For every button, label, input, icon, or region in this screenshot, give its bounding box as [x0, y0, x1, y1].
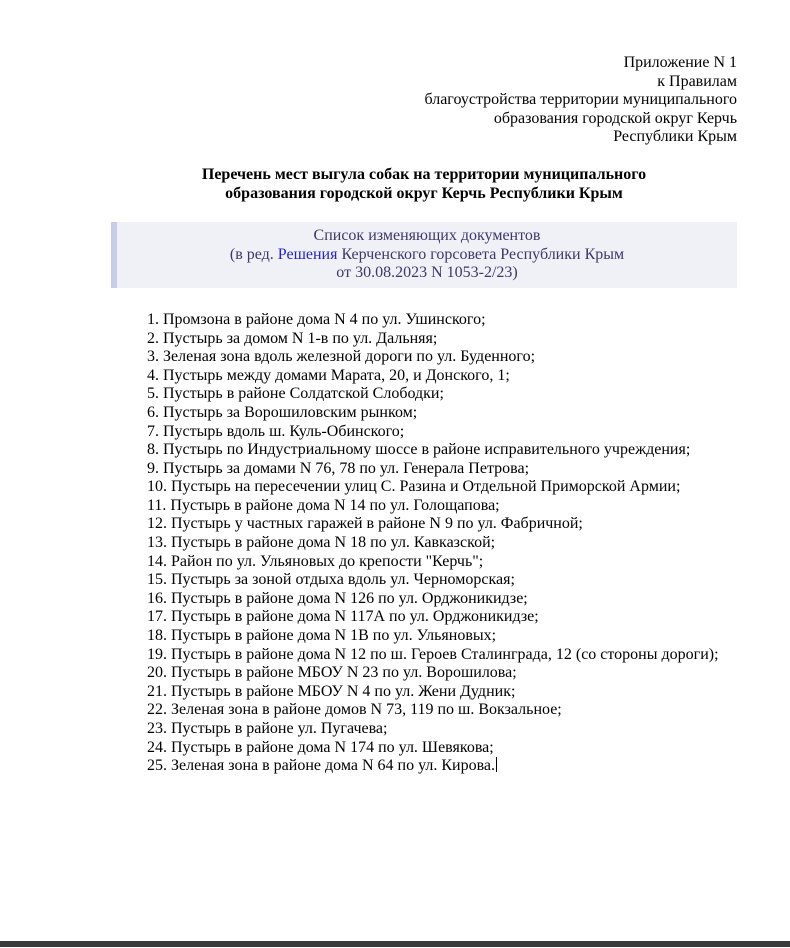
list-item — [147, 757, 737, 776]
list-item: 10. Пустырь на пересечении улиц С. Разина и Отдельной Приморской Армии; — [147, 478, 681, 496]
list-item: 6. Пустырь за Ворошиловским рынком; — [147, 403, 418, 421]
list-item: 12. Пустырь у частных гаражей в районе N 9 по ул. Фабричной; — [147, 515, 583, 533]
document-title-line: образования городской округ Керчь Республики Крым — [225, 184, 623, 202]
header-line: Приложение N 1 — [623, 54, 737, 71]
list-item: 18. Пустырь в районе дома N 1В по ул. Ульяновых; — [147, 627, 497, 645]
list-item: 16. Пустырь в районе дома N 126 по ул. Орджоникидзе; — [147, 589, 528, 607]
list-item: 7. Пустырь вдоль ш. Куль-Обинского; — [147, 422, 405, 440]
list-item: 20. Пустырь в районе МБОУ N 23 по ул. Ворошилова; — [147, 664, 517, 682]
list-item: 15. Пустырь за зоной отдыха вдоль ул. Черноморская; — [147, 571, 515, 589]
list-item: 4. Пустырь между домами Марата, 20, и Донского, 1; — [147, 366, 510, 384]
resheniya-link[interactable]: Решения — [277, 245, 338, 263]
text-cursor — [496, 757, 497, 772]
document-title — [111, 166, 737, 203]
amendments-box-line: от 30.08.2023 N 1053-2/23) — [336, 264, 518, 282]
list-item: 14. Район по ул. Ульяновых до крепости "Керчь"; — [147, 552, 484, 570]
list-item: 9. Пустырь за домами N 76, 78 по ул. Генерала Петрова; — [147, 459, 530, 477]
list-item: 11. Пустырь в районе дома N 14 по ул. Голощапова; — [147, 496, 500, 514]
header-line: к Правилам — [657, 72, 737, 90]
amendments-box-line: Список изменяющих документов — [313, 227, 541, 245]
window-bottom-edge — [0, 941, 790, 947]
list-item: 3. Зеленая зона вдоль железной дороги по ул. Буденного; — [147, 348, 536, 366]
list-item: 23. Пустырь в районе ул. Пугачева; — [147, 720, 388, 737]
amendments-box — [111, 222, 737, 288]
amendments-box-line — [117, 246, 737, 265]
dog-walking-places-list — [111, 311, 737, 776]
list-item-text: 25. Зеленая зона в районе дома N 64 по ул. Кирова. — [147, 757, 496, 775]
list-item: 1. Промзона в районе дома N 4 по ул. Ушинского; — [147, 310, 486, 328]
header-line: Республики Крым — [613, 128, 737, 146]
list-item: 24. Пустырь в районе дома N 174 по ул. Шевякова; — [147, 738, 494, 756]
list-item: 8. Пустырь по Индустриальному шоссе в районе исправительного учреждения; — [147, 441, 691, 459]
appendix-header — [111, 54, 737, 147]
list-item: 17. Пустырь в районе дома N 117А по ул. Орджоникидзе; — [147, 608, 539, 626]
header-line: благоустройства территории муниципального — [424, 91, 737, 109]
header-line: образования городской округ Керчь — [493, 109, 737, 127]
list-item: 13. Пустырь в районе дома N 18 по ул. Кавказской; — [147, 534, 496, 552]
list-item: 19. Пустырь в районе дома N 12 по ш. Героев Сталинграда, 12 (со стороны дороги); — [147, 645, 719, 663]
list-item: 5. Пустырь в районе Солдатской Слободки; — [147, 385, 444, 403]
amendments-edition-suffix: Керченского горсовета Республики Крым — [337, 245, 625, 263]
amendments-edition-prefix: (в ред. — [229, 245, 278, 263]
list-item: 2. Пустырь за домом N 1-в по ул. Дальняя; — [147, 329, 438, 347]
list-item: 21. Пустырь в районе МБОУ N 4 по ул. Жени Дудник; — [147, 682, 516, 700]
document-page — [111, 54, 737, 776]
document-title-line: Перечень мест выгула собак на территории муниципального — [201, 165, 647, 183]
list-item: 22. Зеленая зона в районе домов N 73, 119 по ш. Вокзальное; — [147, 701, 562, 719]
